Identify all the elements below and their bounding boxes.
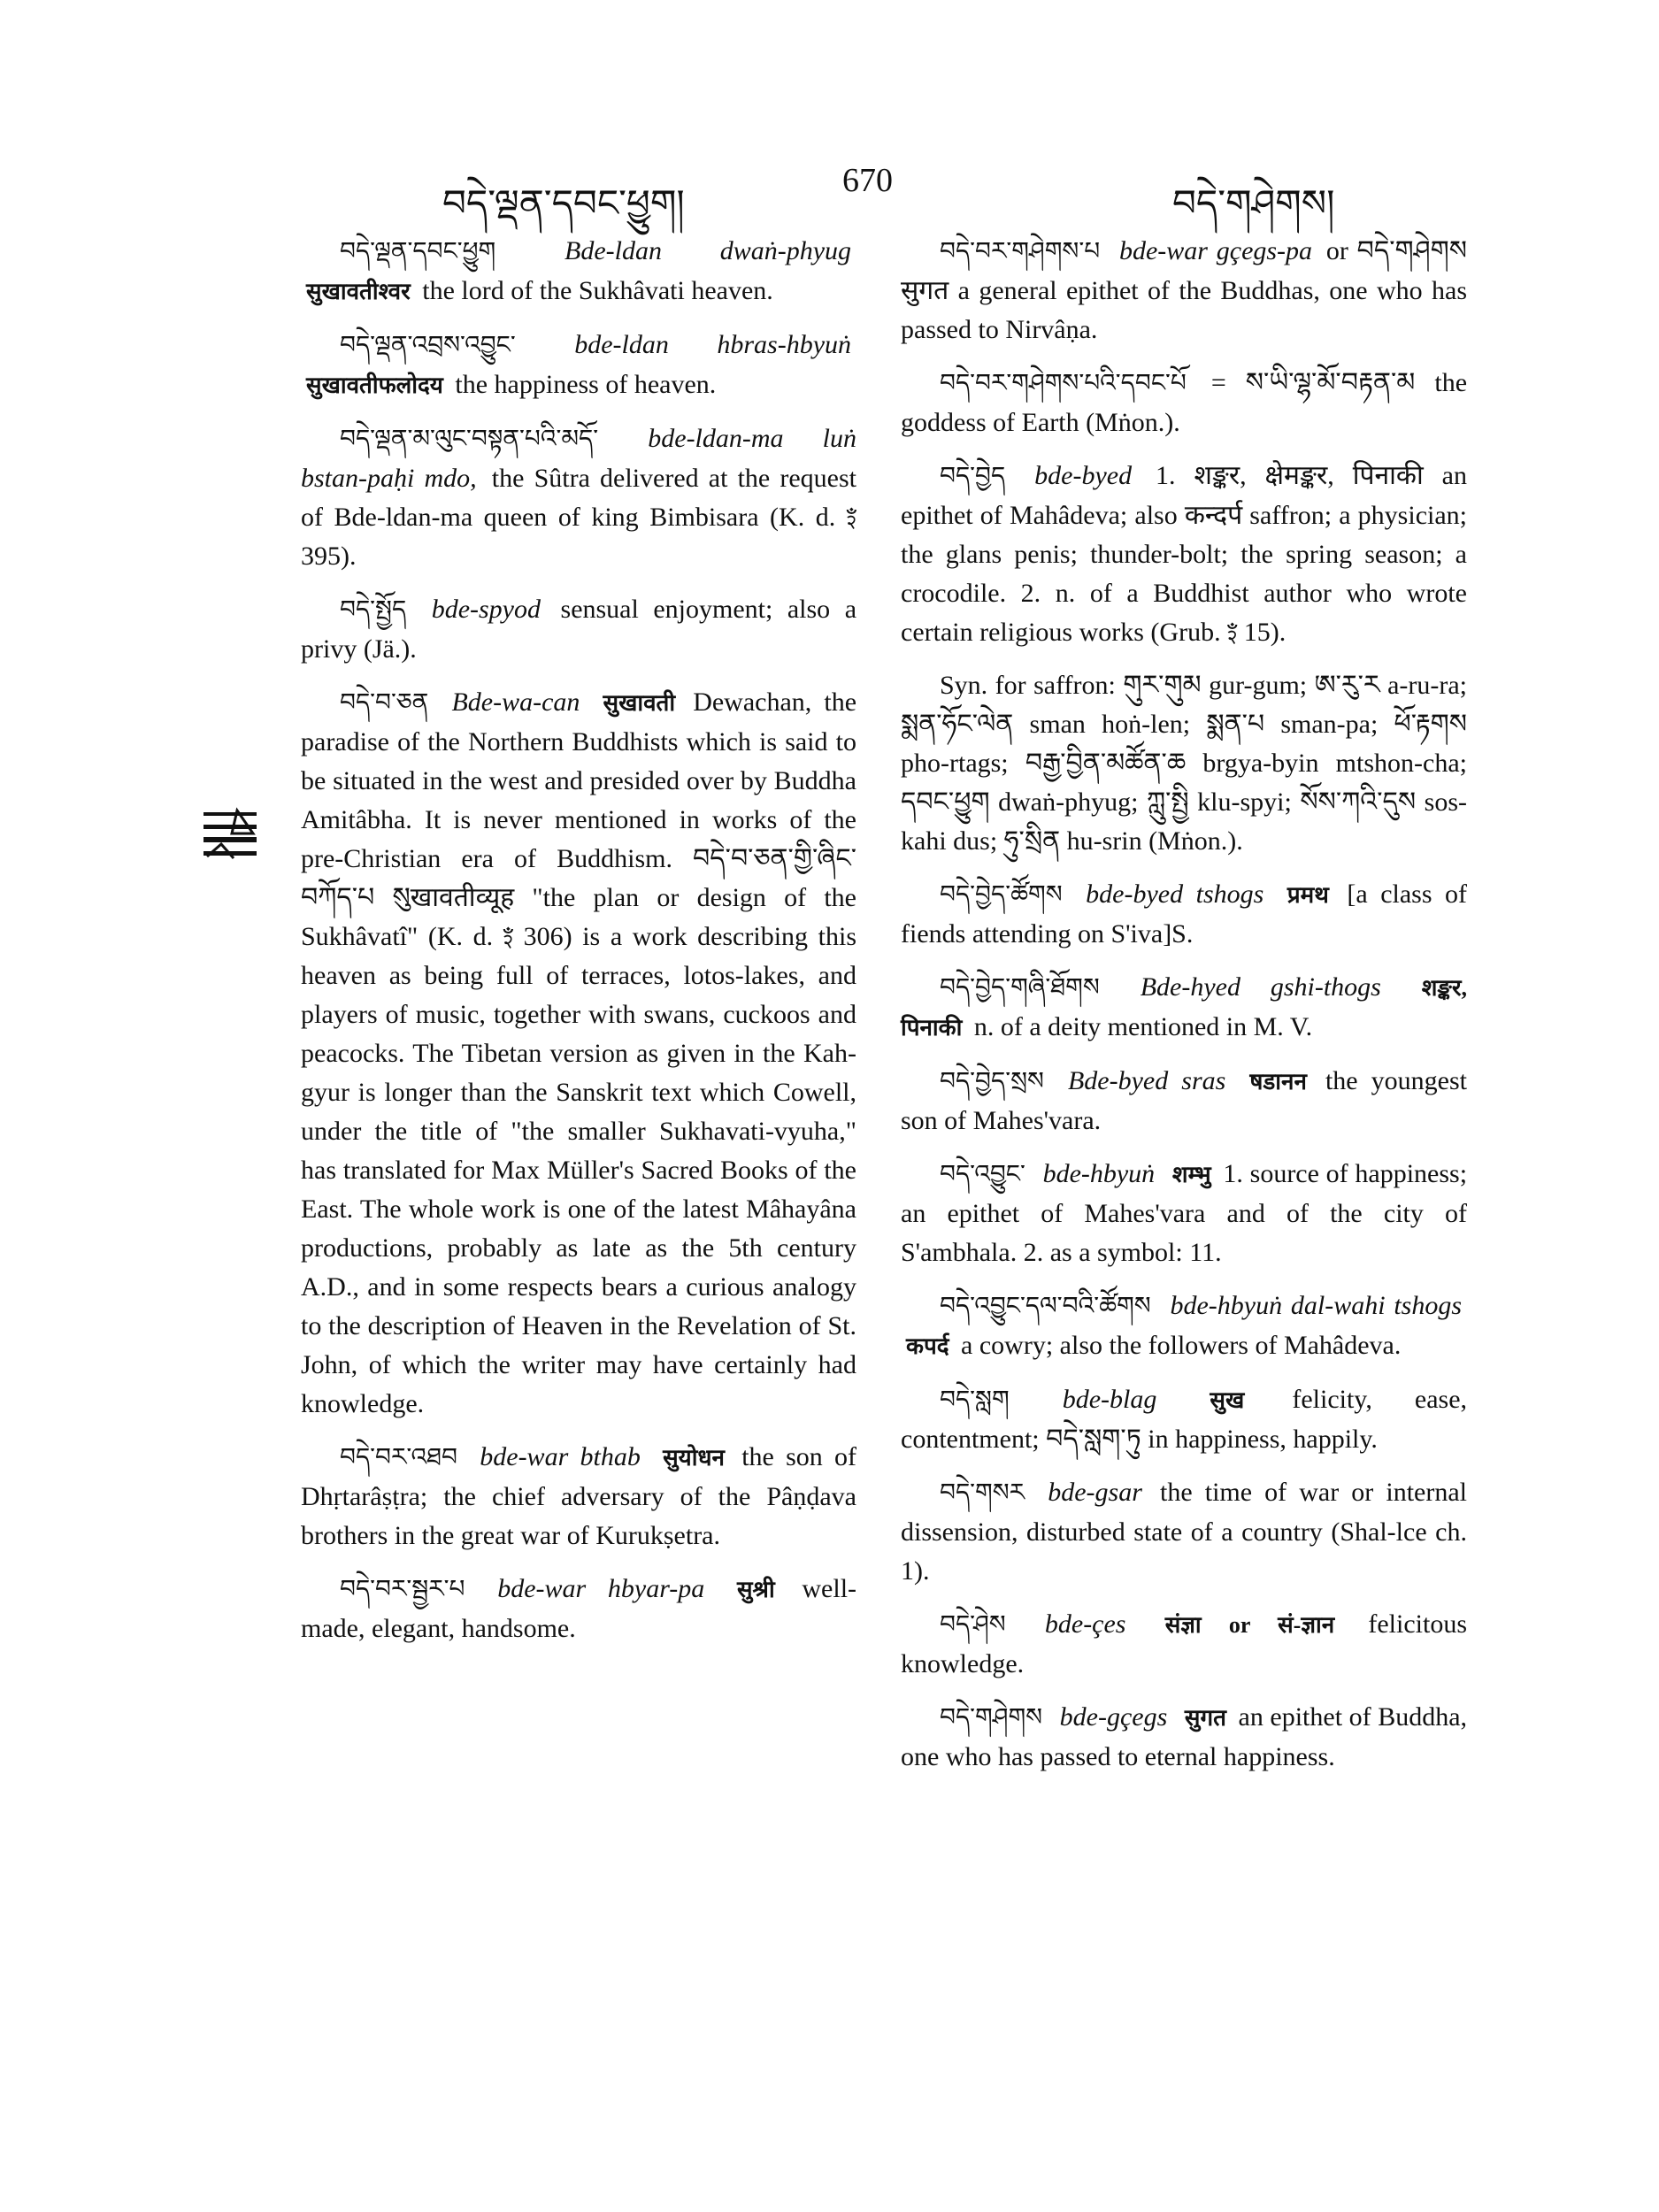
- entry-definition: a cowry; also the followers of Mahâdeva.: [961, 1331, 1402, 1360]
- entry-sanskrit: शम्भु: [1171, 1162, 1211, 1187]
- entry-transliteration: bde-spyod: [431, 595, 541, 624]
- entry-transliteration: bde-war gçegs-pa: [1118, 236, 1313, 265]
- entry-headword: བདེ་འབྱུང་དལ་བའི་ཚོགས: [940, 1293, 1151, 1320]
- entry-headword: བདེ་བ་ཅན: [340, 689, 429, 717]
- entry-definition: the time of war or internal dissension, disturbed state of a country (Shal-lce ch. 1).: [901, 1478, 1468, 1586]
- entry-headword: བདེ་གསར: [940, 1479, 1025, 1507]
- entry-sanskrit: सुखावतीफलोदय: [306, 373, 443, 398]
- entry-definition: Dewachan, the paradise of the Northern Buddhists which is said to be situated in the west and presided over by Buddha Amitâbha. It is never mentioned in works of the pre-Christian era of Buddhism. བདེ་བ་ཅན་གྱི་ཞིང་བཀོད་པ སུखावतीव्यूह "the plan or design of the Sukhâvatî" (K. d. ꣵ 306) is a work describing this heaven as being full of terraces, lotos-lakes, and players of music, together with swans, cuckoos and peacocks. The Tibetan version as given in the Kah-gyur is longer than the Sanskrit text which Cowell, under the title of "the smaller Sukhavati-vyuha," has translated for Max Müller's Sacred Books of the East. The whole work is one of the latest Mâhayâna productions, probably as late as the 5th century A.D., and in some respects bears a curious analogy to the description of Heaven in the Revelation of St. John, of which the writer may have certainly had knowledge.: [301, 687, 857, 1418]
- entry-sanskrit: सुगत: [1184, 1705, 1226, 1731]
- entry-definition: the son of Dhṛtarâṣṭra; the chief adversary of the Pâṇḍava brothers in the great war of Kurukṣetra.: [301, 1442, 857, 1550]
- entry-headword: བདེ་བྱེད་ཚོགས: [940, 881, 1063, 909]
- entry: [901, 1380, 1467, 1459]
- entry: [301, 1570, 856, 1648]
- entry-headword: བདེ་སྤྱོད: [340, 596, 407, 624]
- entry-transliteration: Bde-ldan dwaṅ-phyug: [565, 236, 852, 265]
- entry-headword: བདེ་བར་སྦྱར་པ: [340, 1576, 465, 1603]
- entry-definition: 1. source of happiness; an epithet of Mahes'vara and of the city of S'ambhala. 2. as a symbol: 11.: [901, 1159, 1468, 1267]
- entry-sanskrit: संज्ञा or सं-ज्ञान: [1164, 1612, 1335, 1638]
- entry-headword: བདེ་ལྡན་མ་ལུང་བསྟན་པའི་མདོ་: [340, 426, 599, 453]
- entry-transliteration: bde-hbyuṅ dal-wahi tshogs: [1170, 1291, 1463, 1320]
- entry-transliteration: Bde-hyed gshi-thogs: [1140, 972, 1381, 1002]
- entry-transliteration: Bde-byed sras: [1067, 1066, 1226, 1095]
- entry-definition: n. of a deity mentioned in M. V.: [973, 1012, 1313, 1041]
- header-right-headword: བདེ་གཤེགས།: [1172, 181, 1335, 225]
- entry: [901, 364, 1467, 442]
- left-column: [301, 232, 856, 1663]
- entry-sanskrit: सुख: [1210, 1387, 1245, 1413]
- entry-sanskrit: शङ्कर, पिनाकी: [901, 975, 1468, 1041]
- entry-transliteration: bde-çes: [1044, 1609, 1126, 1639]
- entry-headword: བདེ་བྱེད་གཞི་ཐོགས: [940, 974, 1100, 1002]
- entry-transliteration: bde-war bthab: [480, 1442, 641, 1471]
- entry-definition: the youngest son of Mahes'vara.: [901, 1066, 1468, 1135]
- entry-transliteration: Bde-wa-can: [451, 687, 580, 717]
- entry-sanskrit: सुखावती: [603, 690, 676, 716]
- running-header: [301, 161, 1478, 225]
- entry-sanskrit: सुखावतीश्वर: [306, 279, 411, 304]
- entry-definition: or བདེ་གཤེགས सुगत a general epithet of the Buddhas, one who has passed to Nirvâṇa.: [901, 236, 1467, 344]
- entry-sanskrit: कपर्द: [906, 1333, 949, 1359]
- entry-transliteration: bde-byed tshogs: [1086, 879, 1264, 909]
- entry-headword: བདེ་ཤེས: [940, 1611, 1006, 1639]
- entry: [301, 683, 856, 1424]
- entry: [901, 1062, 1467, 1141]
- entry-transliteration: bde-war hbyar-pa: [497, 1574, 705, 1603]
- entry-headword: བདེ་གཤེགས: [940, 1704, 1043, 1732]
- header-left-headword: བདེ་ལྡན་དབང་ཕྱུག།: [442, 181, 685, 225]
- entry-definition: felicitous knowledge.: [901, 1609, 1467, 1678]
- synonyms-label: Syn. for saffron:: [940, 671, 1116, 700]
- tibetan-numeral-mark-icon: [202, 807, 260, 865]
- entry: [901, 1286, 1467, 1366]
- entry: [301, 232, 856, 311]
- entry-headword: བདེ་ལྡན་འབྲས་འབྱུང་: [340, 332, 516, 359]
- entry: [301, 326, 856, 405]
- entry: [301, 590, 856, 669]
- entry: [901, 232, 1467, 349]
- entry: [901, 875, 1467, 954]
- entry-transliteration: bde-gçegs: [1059, 1702, 1168, 1732]
- right-column: [901, 232, 1467, 1791]
- entry-headword: བདེ་སླག: [940, 1386, 1010, 1414]
- entry: [901, 1155, 1467, 1272]
- page-number: 670: [842, 162, 893, 199]
- entry-definition: = ས་ཡི་ལྷ་མོ་བརྟན་མ the goddess of Earth (Mṅon.).: [901, 368, 1468, 437]
- entry-headword: བདེ་བར་འཐབ: [340, 1444, 457, 1471]
- entry-transliteration: bde-byed: [1034, 461, 1133, 490]
- synonyms-text: གུར་གུམ gur-gum; ཨ་རུ་ར a-ru-ra; སྨན་ཧོང་ལེན sman hoṅ-len; སྨན་པ sman-pa; ཕོ་རྟགས pho-rtags; བརྒྱ་བྱིན་མཚོན་ཆ brgya-byin mtshon-cha; དབང་ཕྱུག dwaṅ-phyug; ཀླུ་སྤྱི klu-spyi; སོས་ཀའི་དུས sos-kahi dus; ཧུ་སྲིན hu-srin (Mṅon.).: [901, 671, 1468, 856]
- entry: [901, 968, 1467, 1048]
- entry-definition: felicity, ease, contentment; བདེ་སླག་ཏུ in happiness, happily.: [901, 1385, 1468, 1454]
- entry-headword: བདེ་བར་གཤེགས་པ: [940, 238, 1101, 265]
- entry-transliteration: bde-ldan-ma luṅ bstan-paḥi mdo,: [301, 424, 856, 493]
- entry-headword: བདེ་བར་གཤེགས་པའི་དབང་པོ: [940, 370, 1187, 397]
- entry-definition: the lord of the Sukhâvati heaven.: [422, 276, 773, 305]
- entry-sanskrit: षडानन: [1249, 1069, 1307, 1094]
- synonyms-block: [901, 666, 1467, 861]
- entry-transliteration: bde-ldan hbras-hbyuṅ: [574, 330, 852, 359]
- entry-headword: བདེ་འབྱུང་: [940, 1161, 1025, 1188]
- entry-definition: 1. शङ्कर, क्षेमङ्कर, पिनाकी an epithet of Mahâdeva; also कन्दर्प saffron; a physician; the glans penis; thunder-bolt; the spring season; a crocodile. 2. n. of a Buddhist author who wrote certain religious works (Grub. ꣵ 15).: [901, 461, 1467, 647]
- entry-sanskrit: सुयोधन: [663, 1445, 725, 1471]
- entry-definition: [a class of fiends attending on S'iva]S.: [901, 879, 1468, 949]
- entry: [901, 1605, 1467, 1684]
- entry-headword: བདེ་ལྡན་དབང་ཕྱུག: [340, 238, 496, 265]
- entry-definition: an epithet of Buddha, one who has passed to eternal happiness.: [901, 1702, 1468, 1771]
- entry: [301, 1438, 856, 1555]
- entry-headword: བདེ་བྱེད་སྲས: [940, 1068, 1044, 1095]
- entry-transliteration: bde-hbyuṅ: [1042, 1159, 1156, 1188]
- entry-transliteration: bde-blag: [1062, 1385, 1157, 1414]
- entry-definition: well-made, elegant, handsome.: [301, 1574, 857, 1643]
- entry-transliteration: bde-gsar: [1048, 1478, 1142, 1507]
- entry-sanskrit: सुश्री: [736, 1577, 775, 1602]
- entry-headword: བདེ་བྱེད: [940, 463, 1006, 490]
- entry: [901, 457, 1467, 652]
- entry: [301, 419, 856, 576]
- entry-definition: sensual enjoyment; also a privy (Jä.).: [301, 595, 857, 664]
- entry: [901, 1698, 1467, 1777]
- entry-definition: the happiness of heaven.: [455, 370, 717, 399]
- entry-definition: the Sûtra delivered at the request of Bde-ldan-ma queen of king Bimbisara (K. d. ꣵ 395).: [301, 464, 856, 571]
- entry: [901, 1473, 1467, 1591]
- entry-sanskrit: प्रमथ: [1286, 882, 1329, 908]
